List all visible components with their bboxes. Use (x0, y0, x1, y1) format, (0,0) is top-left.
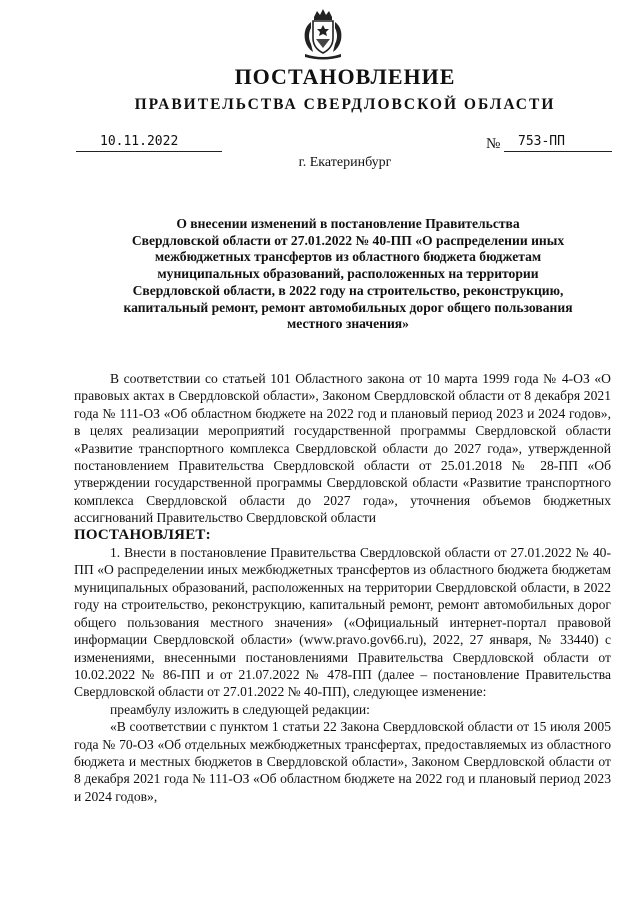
document-date: 10.11.2022 (76, 134, 222, 152)
preamble-paragraph: В соответствии со статьей 101 Областного закона от 10 марта 1999 года № 4-ОЗ «О правовых актах в Свердловской области», Законом Свердловской области от 8 декабря 2021 года № 111-ОЗ «Об областном бюджете на 2022 год и плановый период 2023 и 2024 годов», в целях реализации мероприятий государственной программы Свердловской области «Развитие транспортного комплекса Свердловской области до 2027 года», утвержденной постановлением Правительства Свердловской области от 25.01.2018 № 28-ПП «Об утверждении государственной программы Свердловской области «Развитие транспортного комплекса Свердловской области до 2027 года», уточнения объемов бюджетных ассигнований Правительство Свердловской области (74, 371, 611, 526)
document-city: г. Екатеринбург (298, 155, 392, 170)
document-body (74, 370, 611, 805)
quoted-preamble-paragraph: «В соответствии с пунктом 1 статьи 22 Закона Свердловской области от 15 июля 2005 года № 70-ОЗ «Об отдельных межбюджетных трансфертах, предоставляемых из областного бюджета и местных бюджетов в Свердловской области», Законом Свердловской области от 8 декабря 2021 года № 111-ОЗ «Об областном бюджете на 2022 год и плановый период 2023 и 2024 годов», (74, 719, 611, 804)
heading-line: капитальный ремонт, ремонт автомобильных дорог общего пользования (123, 299, 573, 315)
coat-of-arms-icon (297, 8, 349, 60)
heading-line: местного значения» (287, 316, 409, 332)
heading-line: Свердловской области, в 2022 году на строительство, реконструкцию, (132, 282, 564, 298)
document-subtitle: ПРАВИТЕЛЬСТВА СВЕРДЛОВСКОЙ ОБЛАСТИ (134, 96, 556, 113)
resolution-heading (88, 216, 608, 333)
heading-line: муниципальных образований, расположенных на территории (157, 266, 539, 282)
number-sign: № (486, 136, 501, 152)
heading-line: О внесении изменений в постановление Правительства (176, 216, 520, 231)
heading-line: Свердловской области от 27.01.2022 № 40-ПП «О распределении иных (131, 232, 565, 248)
document-title: ПОСТАНОВЛЕНИЕ (234, 64, 456, 89)
item-1-subparagraph: преамбулу изложить в следующей редакции: (110, 701, 370, 717)
heading-line: межбюджетных трансфертов из областного бюджета бюджетам (154, 249, 542, 265)
document-number: 753-ПП (504, 134, 612, 152)
resolves-heading: ПОСТАНОВЛЯЕТ: (74, 526, 211, 543)
item-1-paragraph: 1. Внести в постановление Правительства Свердловской области от 27.01.2022 № 40-ПП «О распределении иных межбюджетных трансфертов из областного бюджета бюджетам муниципальных образований, расположенных на территории Свердловской области, в 2022 году на строительство, реконструкцию, капитальный ремонт, ремонт автомобильных дорог общего пользования местного значения» («Официальный интернет-портал правовой информации Свердловской области» (www.pravo.gov66.ru), 2022, 27 января, № 33440) с изменениями, внесенными постановлениями Правительства Свердловской области от 10.02.2022 № 86-ПП и от 21.07.2022 № 478-ПП (далее – постановление Правительства Свердловской области от 27.01.2022 № 40-ПП), следующее изменение: (74, 545, 611, 700)
